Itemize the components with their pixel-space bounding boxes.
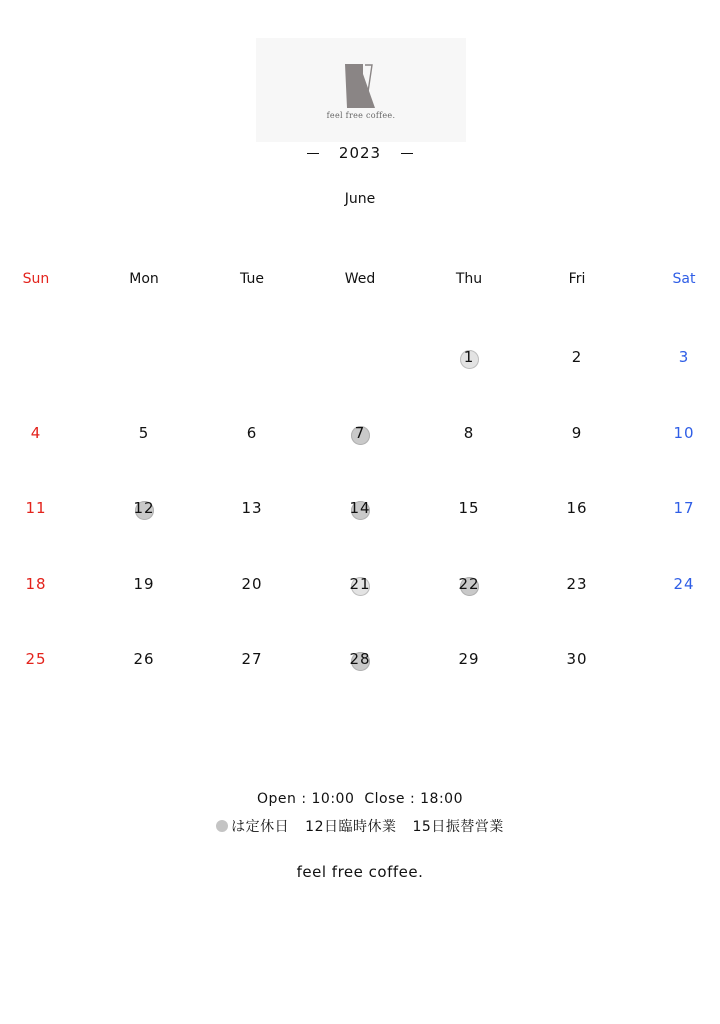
coffee-pitcher-logo-icon bbox=[342, 62, 378, 110]
calendar-day: 14 bbox=[349, 499, 371, 517]
weekday-fri: Fri bbox=[568, 271, 586, 287]
open-time: Open : 10:00 bbox=[257, 791, 355, 807]
calendar-day: 5 bbox=[138, 424, 150, 442]
weekday-mon: Mon bbox=[129, 271, 159, 287]
weekday-wed: Wed bbox=[344, 271, 376, 287]
calendar-day: 23 bbox=[566, 575, 588, 593]
calendar-day: 17 bbox=[673, 499, 695, 517]
calendar-day: 28 bbox=[349, 650, 371, 668]
calendar-day: 13 bbox=[241, 499, 263, 517]
year-heading bbox=[0, 144, 720, 162]
calendar-day: 16 bbox=[566, 499, 588, 517]
calendar-day: 12 bbox=[133, 499, 155, 517]
calendar-day: 30 bbox=[566, 650, 588, 668]
weekday-sun: Sun bbox=[22, 271, 50, 287]
year: 2023 bbox=[338, 144, 382, 162]
calendar-day: 20 bbox=[241, 575, 263, 593]
month-title: June bbox=[344, 191, 376, 207]
logo bbox=[256, 38, 466, 142]
logo-text: feel free coffee. bbox=[326, 111, 396, 120]
holiday-note bbox=[0, 816, 720, 836]
shop-name: feel free coffee. bbox=[296, 863, 424, 881]
calendar-day: 18 bbox=[25, 575, 47, 593]
calendar-day: 25 bbox=[25, 650, 47, 668]
weekday-sat: Sat bbox=[672, 271, 696, 287]
calendar-day: 8 bbox=[463, 424, 475, 442]
close-time: Close : 18:00 bbox=[364, 791, 463, 807]
calendar-day: 29 bbox=[458, 650, 480, 668]
calendar-day: 4 bbox=[30, 424, 42, 442]
calendar-day: 19 bbox=[133, 575, 155, 593]
calendar-day: 21 bbox=[349, 575, 371, 593]
dash-right bbox=[401, 153, 413, 155]
calendar-day: 15 bbox=[458, 499, 480, 517]
calendar-day: 3 bbox=[678, 348, 690, 366]
legend-text: は定休日 bbox=[231, 819, 290, 835]
calendar-day: 24 bbox=[673, 575, 695, 593]
calendar-day: 7 bbox=[354, 424, 366, 442]
calendar-day: 1 bbox=[463, 348, 475, 366]
calendar-day: 2 bbox=[571, 348, 583, 366]
calendar-day: 27 bbox=[241, 650, 263, 668]
calendar-day: 22 bbox=[458, 575, 480, 593]
calendar-day: 26 bbox=[133, 650, 155, 668]
calendar-day: 6 bbox=[246, 424, 258, 442]
closure-note: 12日臨時休業 bbox=[305, 819, 397, 835]
substitute-note: 15日振替営業 bbox=[412, 819, 504, 835]
legend-dot-icon bbox=[216, 820, 228, 832]
weekday-thu: Thu bbox=[455, 271, 483, 287]
opening-hours bbox=[0, 791, 720, 807]
weekday-tue: Tue bbox=[240, 271, 264, 287]
dash-left bbox=[307, 153, 319, 155]
calendar-day: 10 bbox=[673, 424, 695, 442]
calendar-day: 11 bbox=[25, 499, 47, 517]
calendar-day: 9 bbox=[571, 424, 583, 442]
